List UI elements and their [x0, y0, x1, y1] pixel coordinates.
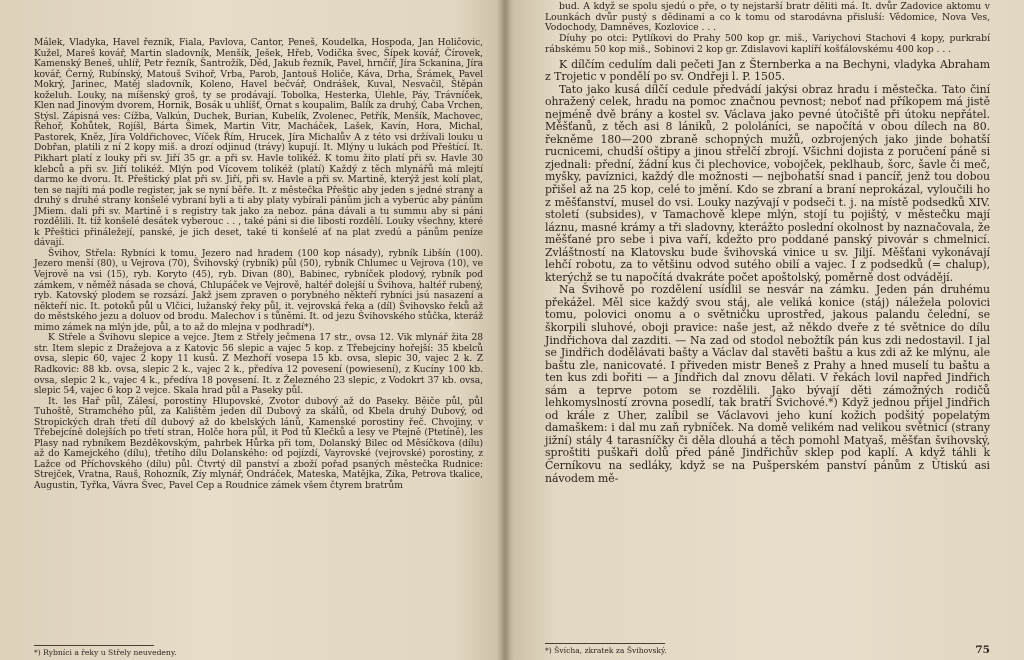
right-footnote-rule	[545, 643, 665, 644]
right-top-paragraph-2: Díuhy po otci: Pytlíkovi do Prahy 500 kop gr. miš., Variychovi Stachovi 4 kopy, purkrabí rábskému 50 kop miš., Sobinovi 2 kop gr. Zdislavovi kaplíří košťálovskému 400 kop . . .	[545, 33, 990, 55]
left-footnote-rule	[34, 645, 154, 646]
page-number: 75	[975, 644, 990, 656]
left-paragraph-1: Málek, Vladyka, Havel řezník, Fiala, Pavlova, Cantor, Peneš, Koudelka, Hospoda, Jan Holičovic, Kužel, Mareš kovář, Martin sladovník, Menšík, Ješek, Hřeb, Vodička švec, Šípek kovář, Čírovek, Kamenský Beneš, uhlíř, Petr řezník, Šantrožík, Děd, Jakub řezník, Pavel, hrnčíř, Jíra Sckanina, Jíra kovář, Černý, Rubínský, Matouš Svihoř, Vrba, Parob, Jantouš Holiče, Káva, Drha, Šrámek, Pavel Mokrý, Jarinec, Matěj sladovník, Koleno, Havel bečvář, Ondrášek, Kuval, Nesvačil, Štěpán koželuh. Louky, na míšenský groš, ty se prodávají. Tobolka, Hesterka, Úlehle, Páv, Trávníček, Klen nad Jinovým dvorem, Hornik, Bosák u uhlíšť, Ornat s koupalim, Balík za druhý, Čaba Vrchen, Stýsl. Zápisná ves: Cížba, Valkún, Duchek, Burian, Kubelík, Zvolenec, Petřík, Menšík, Machovec, Řehoř, Kohůtek, Rojíšl, Bárta Šimek, Martin Vitr, Macháček, Lašek, Kavín, Hora, Michal, Pastorek, Kněz, Jíra Voldřichovec, Víček Řím, Hrucek, Jíra Michalův A z této vsi držívali louku u Dobřan, platili z ní 2 kopy miš. a drozí odjinud (trávy) kupují. It. Mlýny u lukách pod Přeštící. It. Pikhart platí z louky při sv. Jiří 35 gr. a při sv. Havle tolikéž. K tomu žito platí při sv. Havle 30 klebců a při sv. Jiří tolikéž. Mlýn pod Vícovem tolikéž (platí) Každý z těch mlynářů má mlejtí darmo ke dvoru. It. Přeštický plat při sv. Jiří, při sv. Havle a při sv. Martině, kterýž jest kolí plat, ten se najíti má podle register, jak se nyní běře. It. z městečka Přeštic aby jeden s jedné strany a druhý s druhé strany konšelé vybraní byli a ti aby platy vybírali pánům jich a vyberúc aby pánům JMiem. dali při sv. Martině i s registry tak jako za neboz. pána dávali a tu summu aby si páni rozdělili. It. tíž konšelé desátek vyberouc . . , také páni si die libosti rozdělí. Louky všechny, které k Přeštici přináležejí, panské, je jich deset, také ti konšelé ať na plat zvedú a pánům peníze dávají.	[34, 38, 483, 249]
right-footer	[545, 640, 990, 656]
right-page-top-text	[545, 2, 990, 56]
right-page	[505, 0, 1024, 660]
right-top-paragraph-1: bud. A když se spolu sjedú o pře, o ty nejstarší bratr děliti má. It. dvůr Zadovice aktomu v Lounkách dvůr pustý s dědinami a co k tomu od starodávna přisluší: Vědomice, Nova Ves, Vodochody, Damněves, Kozlovice . . .	[545, 1, 990, 34]
right-footnote-block	[545, 640, 667, 655]
left-paragraph-3: K Střele a Švihovu slepice a vejce. Jtem z Střely ječmena 17 str., ovsa 12. Vik mlynář žita 28 str. Item slepic z Dražejova a z Katovic 56 slepic a vajec 5 kop. z Třebejciny hořejší: 35 kbelců ovsa, slepic 60, vajec 2 kopy 11 kusů. Z Mezhoří vosepa 15 kb. ovsa, slepic 30, vajec 2 k. Z Radkovic: 88 kb. ovsa, slepic 2 k., vajec 2 k., předíva 12 povesení (powiesení), z Kucíny 100 kb. ovsa, slepic 2 k., vajec 4 k., předíva 18 povesení. It. z Železného 23 slepic, z Vodokrt 37 kb. ovsa, slepic 54, vajec 6 kop 2 vejce. Skala hrad půl a Paseky půl.	[34, 333, 483, 397]
left-page	[0, 0, 505, 660]
right-paragraph-2: Tato jako kusá dílčí cedule předvádí jakýsi obraz hradu i městečka. Tato činí ohražený celek, hradu na pomoc značnou pevnost; neboť nad příkopem má jistě nejméně dvě brány a kostel sv. Václava jako pevné útočiště při útoku nepřátel. Měšťanů, z těch asi 8 lániků, 2 pololáníci, se napočítá v obou dílech na 80. řekněme 180—200 zbraně schopných mužů, ozbrojených jako jinde bohatší rucnicemi, chudší oštipy a jinou střelčí zbrojí. Všichni dojista z poručení páně si zjednali: přední, žádní kus či plechovice, vobojček, peklhaub, šorc, šavle či meč, myšky, pavíznici, každý dle možnosti — nejbohatší snad i pancíř, jenž tou dobou přišel až na 25 kop, celé to jmění. Kdo se zbraní a braní neprokázal, vyloučili ho z měšťanství, musel do vsi. Louky nazývají v podseči t. j. na místě podsedků XIV. století (subsides), v Tamachově klepe mlýn, stojí tu pojištý, v městečku mají láznu, masné krámy a tři sladovny, kterážto poslední okolnost by naznačovala, že měšťané pro sebe i piva vaří, kdežto pro poddané panský pivovár s chmelnicí. Zvláštností na Klatovsku bude švihovská vinice u sv. Jiljí. Měšťani vykonávají lehčí robotu, za to většinu odvod sutého obilí a vajec. I z podsedků (= chalup), kterýchž se tu napočítá dvakráte počet apoštolský, poměrně dost odvádějí.	[545, 82, 990, 284]
left-footnote: *) Rybníci a řeky u Střely neuvedeny.	[34, 648, 177, 657]
left-page-text	[34, 38, 483, 492]
right-page-main-text	[545, 59, 990, 486]
left-paragraph-2: Švihov, Střela: Rybníci k tomu. Jezero nad hradem (100 kop násady), rybník Libšín (100). Jezero menší (80), u Vejrova (70), Švihovský (rybník) půl (50), rybník Chlumec u Vejrova (10), ve Vejrově na vsi (15), ryb. Koryto (45), ryb. Divan (80), Babinec, rybníček plodový, rybník pod zámkem, v něměž násada se chová, Chlupáček ve Vejrově, haltéř dolejší u Švihova, haltéř rubený, ryb. Katovský plodem se rozsází. Jakž jsem zpraven o porybného někteří rybníci jsú nasazení a někteří nic. It. potoků půl u Vlčici, lužanský řeky půl, it. vejrovská řeka a (díl) Švihovsko řeků až do městského jezu a doluov od brodu. Malechov i s tůněmi. It. od jezu Švihovského stůčka, kteráž mimo zámek na mlýn jde, půl, a to až do mlejna v podhradí*).	[34, 248, 483, 333]
right-paragraph-3: Na Švihově po rozdělení usídlil se nesvár na zámku. Jeden pán druhému překážel. Měl sice každý svou stáj, ale veliká konice (stáj) náležela polovici tomu, polovici onomu a o světničku uprostřed, jakous palandu čelední, se škorpili sluhové, oboji pravice: naše jest, až někdo dveře z té světnice do dílu Jindřichova dal zazditi. — Na zad od stodol nebožtík pán kus zdi nedostavil. I jal se Jindřich dodělávati bašty a Václav dal stavěti baštu a kus zdi až ke mlýnu, ale baštu zle, nanicovaté. I přiveden mistr Beneš z Prahy a hned muselí tu baštu a ten kus zdi bořiti — a Jindřich dal znovu dělati. V řekách lovil napřed Jindřich sám a teprve potom se rozdělili. Jako bývají děti zámožných rodičů lehkomyslností zrovna posedlí, tak bratří Švichové.*) Když jednou přijel Jindřich od krále z Uher, zalíbil se Václavovi jeho kuní kožich podšitý popelatým damaškem: i dal mu zaň rybníček. Na domě velikém nad velikou světnicí (strany jižní) stály 4 tarasníčky či děla dlouhá a těch pomohl Matyaš, měšťan švihovský, sproštiti puškaři dolů před páně Jindřichův sklep pod kaplí. A když táhli k Černíkovu na sedláky, když se na Pušperském panství pánům z Útiskú asi návodem mě-	[545, 283, 990, 485]
left-footnote-block	[34, 642, 177, 657]
right-footnote: *) Švícha, zkratek za Švihovský.	[545, 646, 667, 655]
left-paragraph-4: It. les Hař půl, Zálesí, porostiny Hlupovské, Zvotor dubový až do Paseky. Běiče půl, půl Tuhoště, Stramchého půl, za Kalištěm jeden díl Dubový za skálů, od Kbela druhý Dubový, od Stropických drah třetí díl dubový až do kbelských lánů, Kamenské porostiny řeč. Chvojiny, v Třebejcíně dolejších po třetí stran, Holče hora půl, it Pod tů Klečků a lesy ve Ptejně (Ptetíně), les Plasy nad rybníkem Bezděkovským, pahrbek Hůrka při tom, Dolanský Bilec od Měsíčkova (dílu) až do Kamejckého (dílu), třetího dílu Dolanského: od pojízdí, Vayrovské (vejrovské) porostiny, z Lažce od Příchovského (dílu) půl. Čtvrtý díl panství a zboží pořad psaných městečka Rudnice: Strejček, Vratna, Rauš, Rohozník, Zíy mlynář, Ondráček, Mateska, Matějka, Zíka, Petrova tkalice, Augustin, Tyřka, Vávra Švec, Pavel Cep a Roudnice zámek všem čtyrem bratrům	[34, 396, 483, 491]
right-paragraph-1: K dílčím cedulím dali pečeti Jan z Šternberka a na Bechyni, vladyka Abraham z Trojetic v pondělí po sv. Ondřeji l. P. 1505.	[545, 57, 990, 84]
